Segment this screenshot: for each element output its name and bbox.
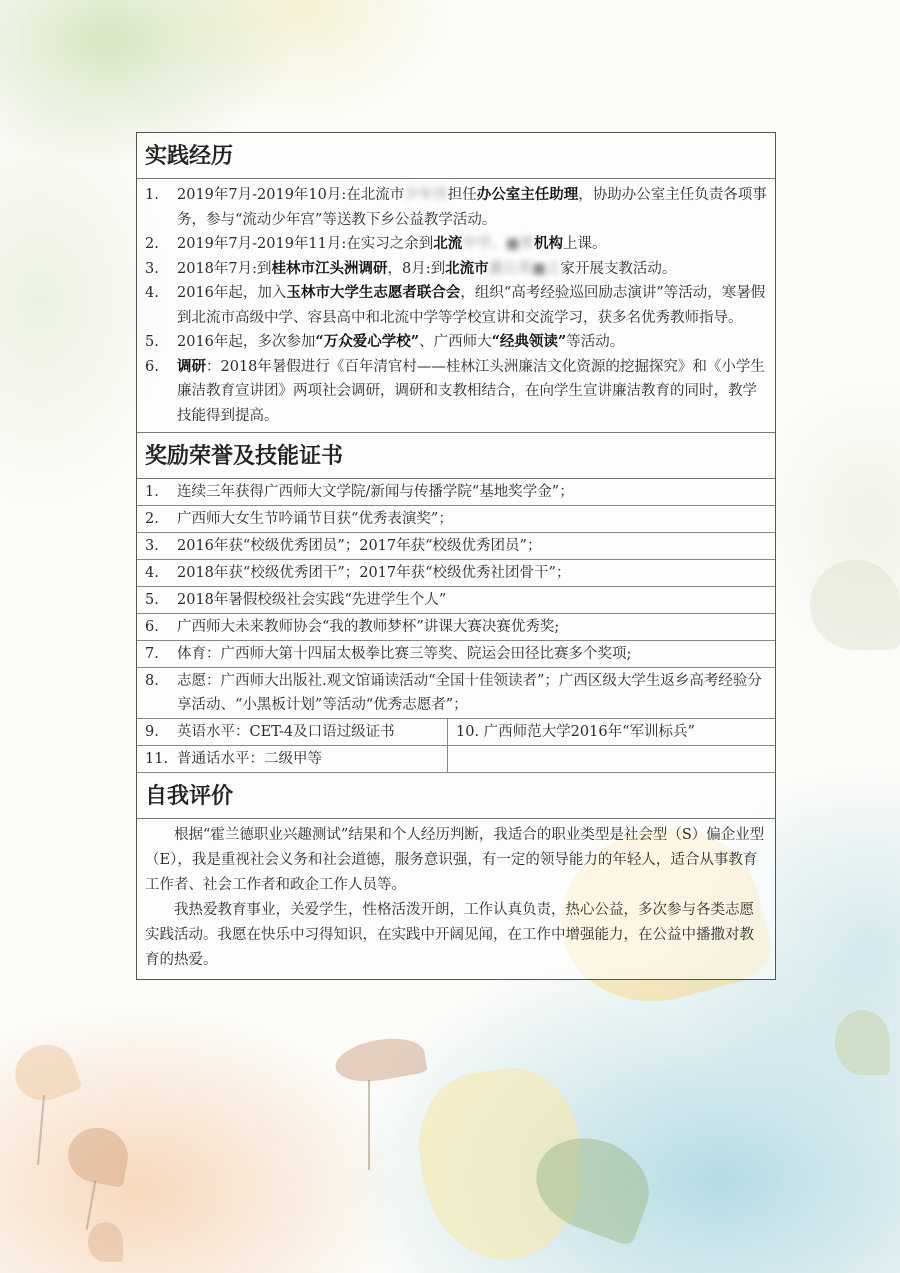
item-number: 2. [145, 236, 159, 252]
item-text: 2016年起，加入玉林市大学生志愿者联合会，组织“高考经验巡回励志演讲”等活动，寒暑假到北流市高级中学、容县高中和北流中学等学校宣讲和交流学习，获多名优秀教师指导。 [177, 284, 766, 326]
item-text: 2018年7月:到桂林市江头洲调研，8月:到北流市蕙公英■之家开展支教活动。 [177, 259, 677, 277]
item-number: 6. [145, 358, 159, 375]
table-row [137, 506, 775, 533]
leaf-stem-decoration [37, 1095, 45, 1165]
paragraph: 我热爱教育事业，关爱学生，性格活泼开朗，工作认真负责，热心公益，多次参与各类志愿实践活动。我愿在快乐中习得知识，在实践中开阔见闻，在工作中增强能力，在公益中播撒对教育的热爱。 [145, 902, 754, 968]
table-row [137, 560, 775, 587]
table-cell-left [137, 746, 448, 772]
section-title-practice: 实践经历 [137, 133, 775, 179]
table-row [137, 614, 775, 641]
item-number: 3. [145, 260, 159, 277]
item-number: 11. [145, 751, 169, 767]
table-row [137, 479, 775, 506]
table-row [137, 641, 775, 668]
table-cell-right: 10. 广西师范大学2016年“军训标兵” [456, 724, 695, 740]
item-text: 2018年暑假校级社会实践“先进学生个人” [177, 592, 447, 608]
table-row-split [137, 746, 775, 773]
item-text: 2019年7月-2019年11月:在实习之余到北流中学、■育机构上课。 [177, 235, 607, 252]
list-item [137, 183, 775, 232]
item-text: 调研：2018年暑假进行《百年清官村——桂林江头洲廉洁文化资源的挖掘探究》和《小学生廉洁教育宣讲团》两项社会调研，调研和支教相结合，在向学生宣讲廉洁教育的同时，教学技能得到提高。 [177, 357, 765, 424]
list-item [137, 232, 775, 257]
item-text: 连续三年获得广西师大文学院/新闻与传播学院“基地奖学金”； [177, 484, 574, 500]
table-row [137, 668, 775, 719]
paragraph: 根据“霍兰德职业兴趣测试”结果和个人经历判断，我适合的职业类型是社会型（S）偏企业型（E），我是重视社会义务和社会道德，服务意识强，有一定的领导能力的年轻人，适合从事教育工作者、社会工作者和政企工作人员等。 [145, 827, 765, 893]
leaf-stem-decoration [86, 1180, 97, 1230]
item-text: 2018年获“校级优秀团干”；2017年获“校级优秀社团骨干”； [177, 565, 571, 581]
item-text: 体育：广西师大第十四届太极拳比赛三等奖、院运会田径比赛多个奖项; [177, 646, 632, 662]
ginkgo-leaf-decoration [64, 1123, 133, 1188]
item-number: 4. [145, 285, 159, 301]
item-number: 5. [145, 592, 159, 608]
item-text: 2016年起，多次参加“万众爱心学校”、广西师大“经典领读”等活动。 [177, 333, 625, 350]
table-cell-left [137, 719, 448, 745]
item-text: 广西师大女生节吟诵节目获“优秀表演奖”； [177, 511, 453, 527]
item-number: 1. [145, 484, 159, 500]
table-row-split [137, 719, 775, 746]
ginkgo-leaf-decoration [7, 1036, 82, 1108]
list-item [137, 257, 775, 282]
ginkgo-leaf-decoration [810, 560, 900, 650]
list-item [137, 330, 775, 355]
item-text: 2019年7月-2019年10月:在北流市少年宫担任办公室主任助理，协助办公室主任负责各项事务，参与“流动少年宫”等送教下乡公益教学活动。 [177, 186, 767, 228]
item-number: 7. [145, 646, 159, 662]
item-number: 4. [145, 565, 159, 581]
awards-table [137, 479, 775, 773]
item-text: 英语水平：CET-4及口语过级证书 [177, 724, 395, 740]
ginkgo-leaf-decoration [835, 1010, 890, 1075]
item-number: 3. [145, 538, 159, 554]
item-number: 8. [145, 673, 159, 689]
self-eval-body [137, 819, 775, 979]
leaf-stem-decoration [368, 1080, 370, 1170]
ginkgo-leaf-decoration [88, 1222, 123, 1262]
item-number: 6. [145, 619, 159, 635]
item-number: 9. [145, 724, 159, 740]
table-row [137, 533, 775, 560]
section-title-awards: 奖励荣誉及技能证书 [137, 433, 775, 479]
section-title-self-eval: 自我评价 [137, 773, 775, 819]
list-item [137, 355, 775, 429]
item-number: 1. [145, 187, 159, 203]
table-cell-right [448, 746, 775, 772]
ginkgo-leaf-decoration [332, 1032, 428, 1087]
table-row [137, 587, 775, 614]
item-text: 2016年获“校级优秀团员”；2017年获“校级优秀团员”； [177, 538, 542, 554]
item-number: 5. [145, 334, 159, 350]
resume-document [136, 132, 776, 980]
item-text: 广西师大未来教师协会“我的教师梦杯”讲课大赛决赛优秀奖; [177, 619, 560, 635]
item-text: 普通话水平：二级甲等 [177, 751, 322, 767]
practice-list [137, 179, 775, 433]
list-item [137, 281, 775, 330]
item-text: 志愿：广西师大出版社.观文馆诵读活动“全国十佳领读者”；广西区级大学生返乡高考经验分享活动、“小黑板计划”等活动“优秀志愿者”； [177, 673, 762, 713]
item-number: 2. [145, 511, 159, 527]
